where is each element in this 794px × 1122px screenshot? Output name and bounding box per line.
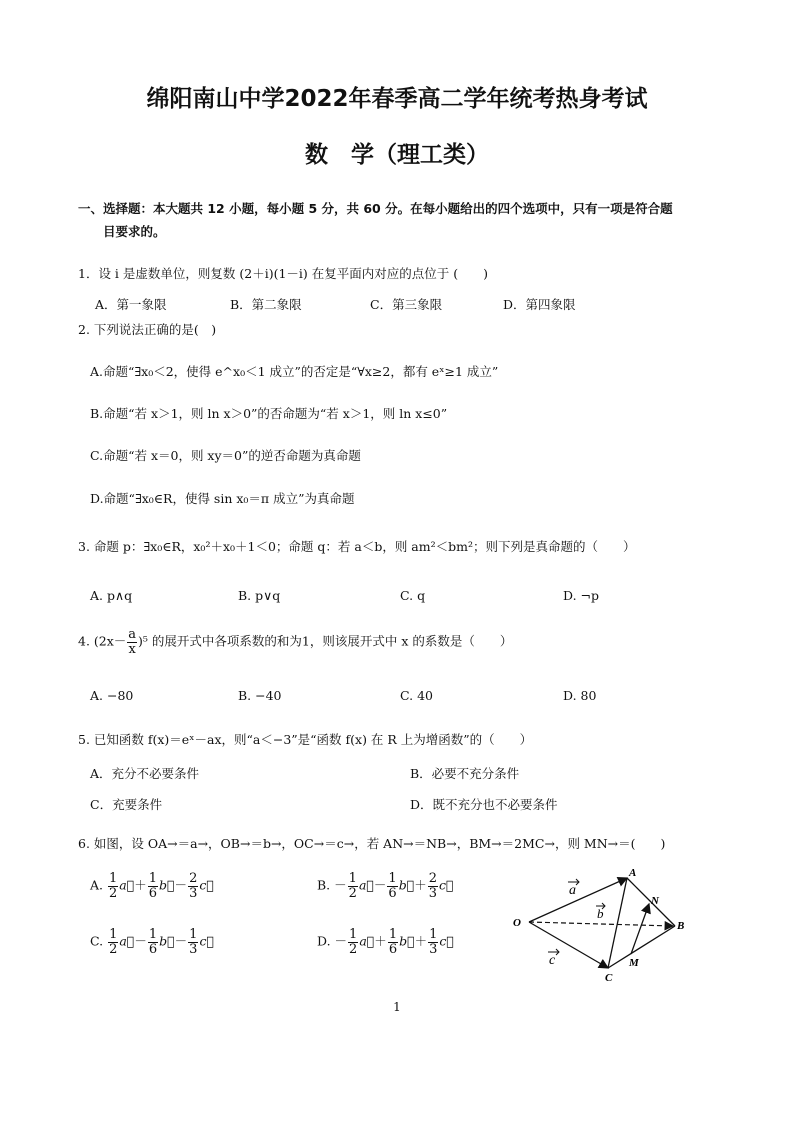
vector-symbol: a⃗ [119, 933, 135, 949]
question-5-option-b: B．必要不充分条件 [410, 766, 520, 781]
vector-symbol: b⃗ [399, 933, 415, 949]
coefficient-fraction [428, 928, 438, 956]
label-o: O [513, 917, 521, 929]
exam-title: 绵阳南山中学2022年春季高二学年统考热身考试 [146, 86, 648, 112]
question-3-option-a: A. p∧q [90, 588, 133, 603]
page-number: 1 [393, 1000, 401, 1014]
coefficient-fraction [148, 872, 158, 900]
question-5-stem: 5. 已知函数 f(x)＝eˣ－ax，则“a＜−3”是“函数 f(x) 在 R 上为增函数”的（ ） [78, 732, 533, 747]
coefficient-fraction [348, 872, 358, 900]
coefficient-fraction [108, 928, 118, 956]
fraction-numerator: 1 [388, 927, 398, 942]
label-a: A [629, 867, 637, 879]
coefficient-fraction [387, 872, 397, 900]
fraction-numerator: 1 [388, 871, 397, 886]
vector-symbol: b⃗ [398, 877, 415, 893]
section-heading-line2: 目要求的。 [103, 224, 166, 239]
vector-symbol: a⃗ [119, 877, 135, 893]
term-sign: － [174, 933, 188, 949]
vector-diagram [505, 862, 695, 987]
fraction-denominator: 6 [148, 941, 158, 957]
segment-cb [608, 926, 675, 968]
question-4-option-a: A. −80 [90, 688, 134, 703]
question-1-option-b: B．第二象限 [230, 297, 302, 312]
label-vector-a: a [569, 883, 576, 898]
question-3-option-d: D. ¬p [563, 588, 599, 603]
question-2-option-b: B.命题“若 x＞1，则 ln x＞0”的否命题为“若 x＞1，则 ln x≤0” [90, 406, 448, 421]
fraction-denominator: 6 [388, 941, 398, 957]
coefficient-fraction [388, 928, 398, 956]
label-m: M [629, 957, 639, 969]
fraction-denominator: 6 [148, 885, 158, 901]
coefficient-fraction [188, 928, 198, 956]
segment-ac [608, 878, 627, 968]
question-5-option-d: D．既不充分也不必要条件 [410, 797, 558, 812]
fraction-denominator: 2 [348, 885, 357, 901]
fraction-numerator: 2 [189, 871, 198, 886]
term-sign: ＋ [374, 933, 387, 949]
fraction-numerator: a [128, 627, 137, 642]
fraction-denominator: 2 [108, 885, 118, 901]
vector-oc-line [529, 922, 608, 968]
question-3-option-b: B. p∨q [238, 588, 281, 603]
fraction [127, 628, 137, 656]
label-vector-b: b [597, 906, 604, 921]
term-sign: － [134, 933, 147, 949]
section-heading-line1: 一、选择题：本大题共 12 小题，每小题 5 分，共 60 分。在每小题给出的四个选项中，只有一项是符合题 [78, 201, 673, 216]
term-sign: － [334, 933, 348, 949]
vector-symbol: c⃗ [199, 933, 214, 949]
vector-symbol: c⃗ [199, 877, 214, 893]
question-4-option-b: B. −40 [238, 688, 282, 703]
term-sign: － [373, 877, 387, 893]
question-6-option-d [317, 928, 454, 956]
question-1-option-d: D．第四象限 [503, 297, 576, 312]
vector-symbol: b⃗ [159, 933, 175, 949]
fraction-numerator: 1 [189, 927, 198, 942]
question-2-option-d: D.命题“∃x₀∈R，使得 sin x₀＝π 成立”为真命题 [90, 491, 355, 506]
vector-ob-line [529, 922, 673, 926]
label-vector-c: c [549, 953, 556, 968]
option-label: D. [317, 933, 335, 949]
vector-symbol: c⃗ [439, 933, 454, 949]
coefficient-fraction [148, 928, 158, 956]
question-2-stem: 2. 下列说法正确的是( ) [78, 322, 217, 337]
question-1-option-a: A．第一象限 [95, 297, 167, 312]
coefficient-fraction [428, 872, 438, 900]
question-4-stem-suffix: )⁵ 的展开式中各项系数的和为1，则该展开式中 x 的系数是（ ） [138, 633, 513, 649]
question-3-option-c: C. q [400, 588, 426, 603]
question-1-option-c: C．第三象限 [370, 297, 443, 312]
question-4-option-c: C. 40 [400, 688, 433, 703]
question-6-option-b [317, 872, 454, 900]
fraction-numerator: 2 [428, 871, 438, 886]
question-2-option-c: C.命题“若 x＝0，则 xy＝0”的逆否命题为真命题 [90, 448, 361, 463]
fraction-denominator: 3 [428, 885, 438, 901]
label-n: N [651, 895, 659, 907]
question-6-stem: 6. 如图，设 OA→＝a→，OB→＝b→，OC→＝c→，若 AN→＝NB→，BM→＝2MC→，则 MN→＝( ) [78, 836, 666, 851]
term-sign: ＋ [134, 877, 147, 893]
fraction-numerator: 1 [348, 871, 357, 886]
fraction-denominator: 6 [388, 885, 397, 901]
fraction-numerator: 1 [148, 927, 158, 942]
vector-oa-line [529, 878, 627, 922]
label-c: C [605, 972, 613, 984]
vector-symbol: c⃗ [439, 877, 454, 893]
question-3-stem: 3. 命题 p：∃x₀∈R，x₀²＋x₀＋1＜0；命题 q：若 a＜b，则 am²＜bm²；则下列是真命题的（ ） [78, 539, 636, 554]
question-6-option-a [90, 872, 214, 900]
question-4-stem-prefix: 4. (2x－ [78, 633, 127, 649]
exam-subtitle: 数 学（理工类） [305, 142, 489, 168]
term-sign: － [174, 877, 188, 893]
fraction-numerator: 1 [148, 871, 158, 886]
coefficient-fraction [108, 872, 118, 900]
vector-symbol: a⃗ [358, 877, 374, 893]
term-sign: － [334, 877, 347, 893]
term-sign: ＋ [414, 877, 427, 893]
question-2-option-a: A.命题“∃x₀＜2，使得 e^x₀＜1 成立”的否定是“∀x≥2，都有 eˣ≥1 成立” [90, 364, 499, 379]
vector-mn-line [631, 904, 649, 954]
option-label: C. [90, 933, 108, 949]
term-sign: ＋ [414, 933, 428, 949]
coefficient-fraction [188, 872, 198, 900]
label-b: B [677, 920, 685, 932]
option-label: B. [317, 877, 335, 893]
fraction-denominator: x [128, 641, 136, 657]
fraction-numerator: 1 [109, 927, 118, 942]
fraction-denominator: 3 [429, 941, 438, 957]
question-1-stem: 1．设 i 是虚数单位，则复数 (2＋i)(1－i) 在复平面内对应的点位于 ( ) [78, 266, 488, 281]
fraction-numerator: 1 [108, 871, 118, 886]
question-4-option-d: D. 80 [563, 688, 597, 703]
option-label: A. [90, 877, 107, 893]
coefficient-fraction [348, 928, 358, 956]
question-5-option-a: A．充分不必要条件 [90, 766, 200, 781]
fraction-denominator: 3 [189, 885, 198, 901]
fraction-denominator: 2 [109, 941, 118, 957]
question-5-option-c: C．充要条件 [90, 797, 163, 812]
fraction-denominator: 2 [349, 941, 358, 957]
fraction-numerator: 1 [429, 927, 438, 942]
vector-symbol: a⃗ [359, 933, 375, 949]
question-6-option-c [90, 928, 214, 956]
question-4-stem [78, 628, 512, 656]
fraction-numerator: 1 [349, 927, 358, 942]
fraction-denominator: 3 [189, 941, 198, 957]
vector-symbol: b⃗ [159, 877, 175, 893]
